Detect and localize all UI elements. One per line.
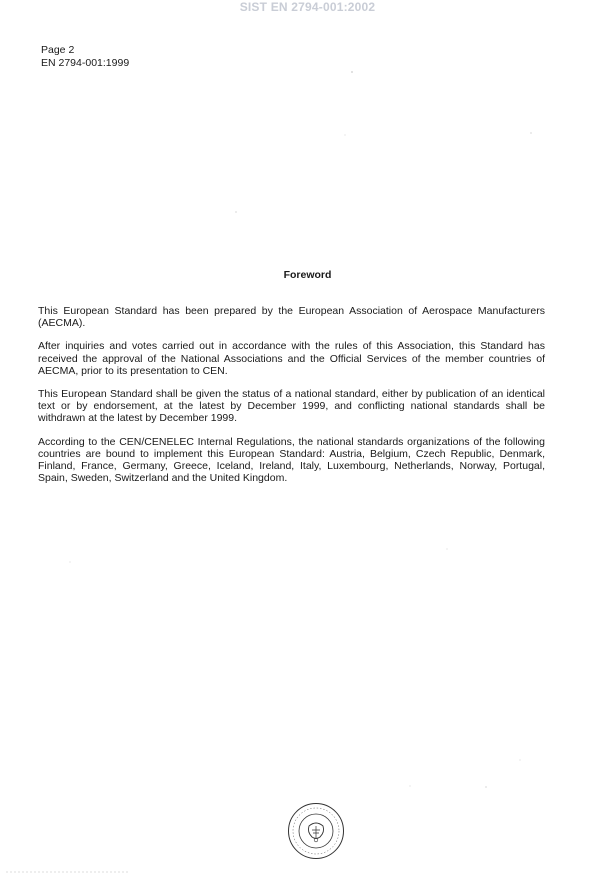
document-number: EN 2794-001:1999 — [41, 56, 130, 69]
official-seal-stamp — [287, 802, 345, 860]
foreword-paragraph: After inquiries and votes carried out in accordance with the rules of this Association, this Standard has received the approval of the National Associations and the Official Services of the member countries of AECMA, prior to its presentation to CEN. — [38, 340, 545, 377]
foreword-paragraph: This European Standard has been prepared by the European Association of Aerospace Manufacturers (AECMA). — [38, 305, 545, 330]
document-watermark: SIST EN 2794-001:2002 — [239, 0, 376, 14]
foreword-paragraph: This European Standard shall be given the status of a national standard, either by publication of an identical text or by endorsement, at the latest by December 1999, and conflicting national standards shall be withdrawn at the latest by December 1999. — [38, 388, 545, 425]
page-header — [41, 44, 129, 69]
page-number: Page 2 — [41, 44, 75, 56]
foreword-heading: Foreword — [283, 269, 332, 281]
foreword-paragraph: According to the CEN/CENELEC Internal Regulations, the national standards organizations of the following countries are bound to implement this European Standard: Austria, Belgium, Czech Republic, Denmark, Finland, France, Germany, Greece, Iceland, Ireland, Italy, Luxembourg, Netherlands, Norway, Portugal, Spain, Sweden, Switzerland and the United Kingdom. — [38, 435, 545, 485]
foreword-body — [38, 305, 545, 495]
